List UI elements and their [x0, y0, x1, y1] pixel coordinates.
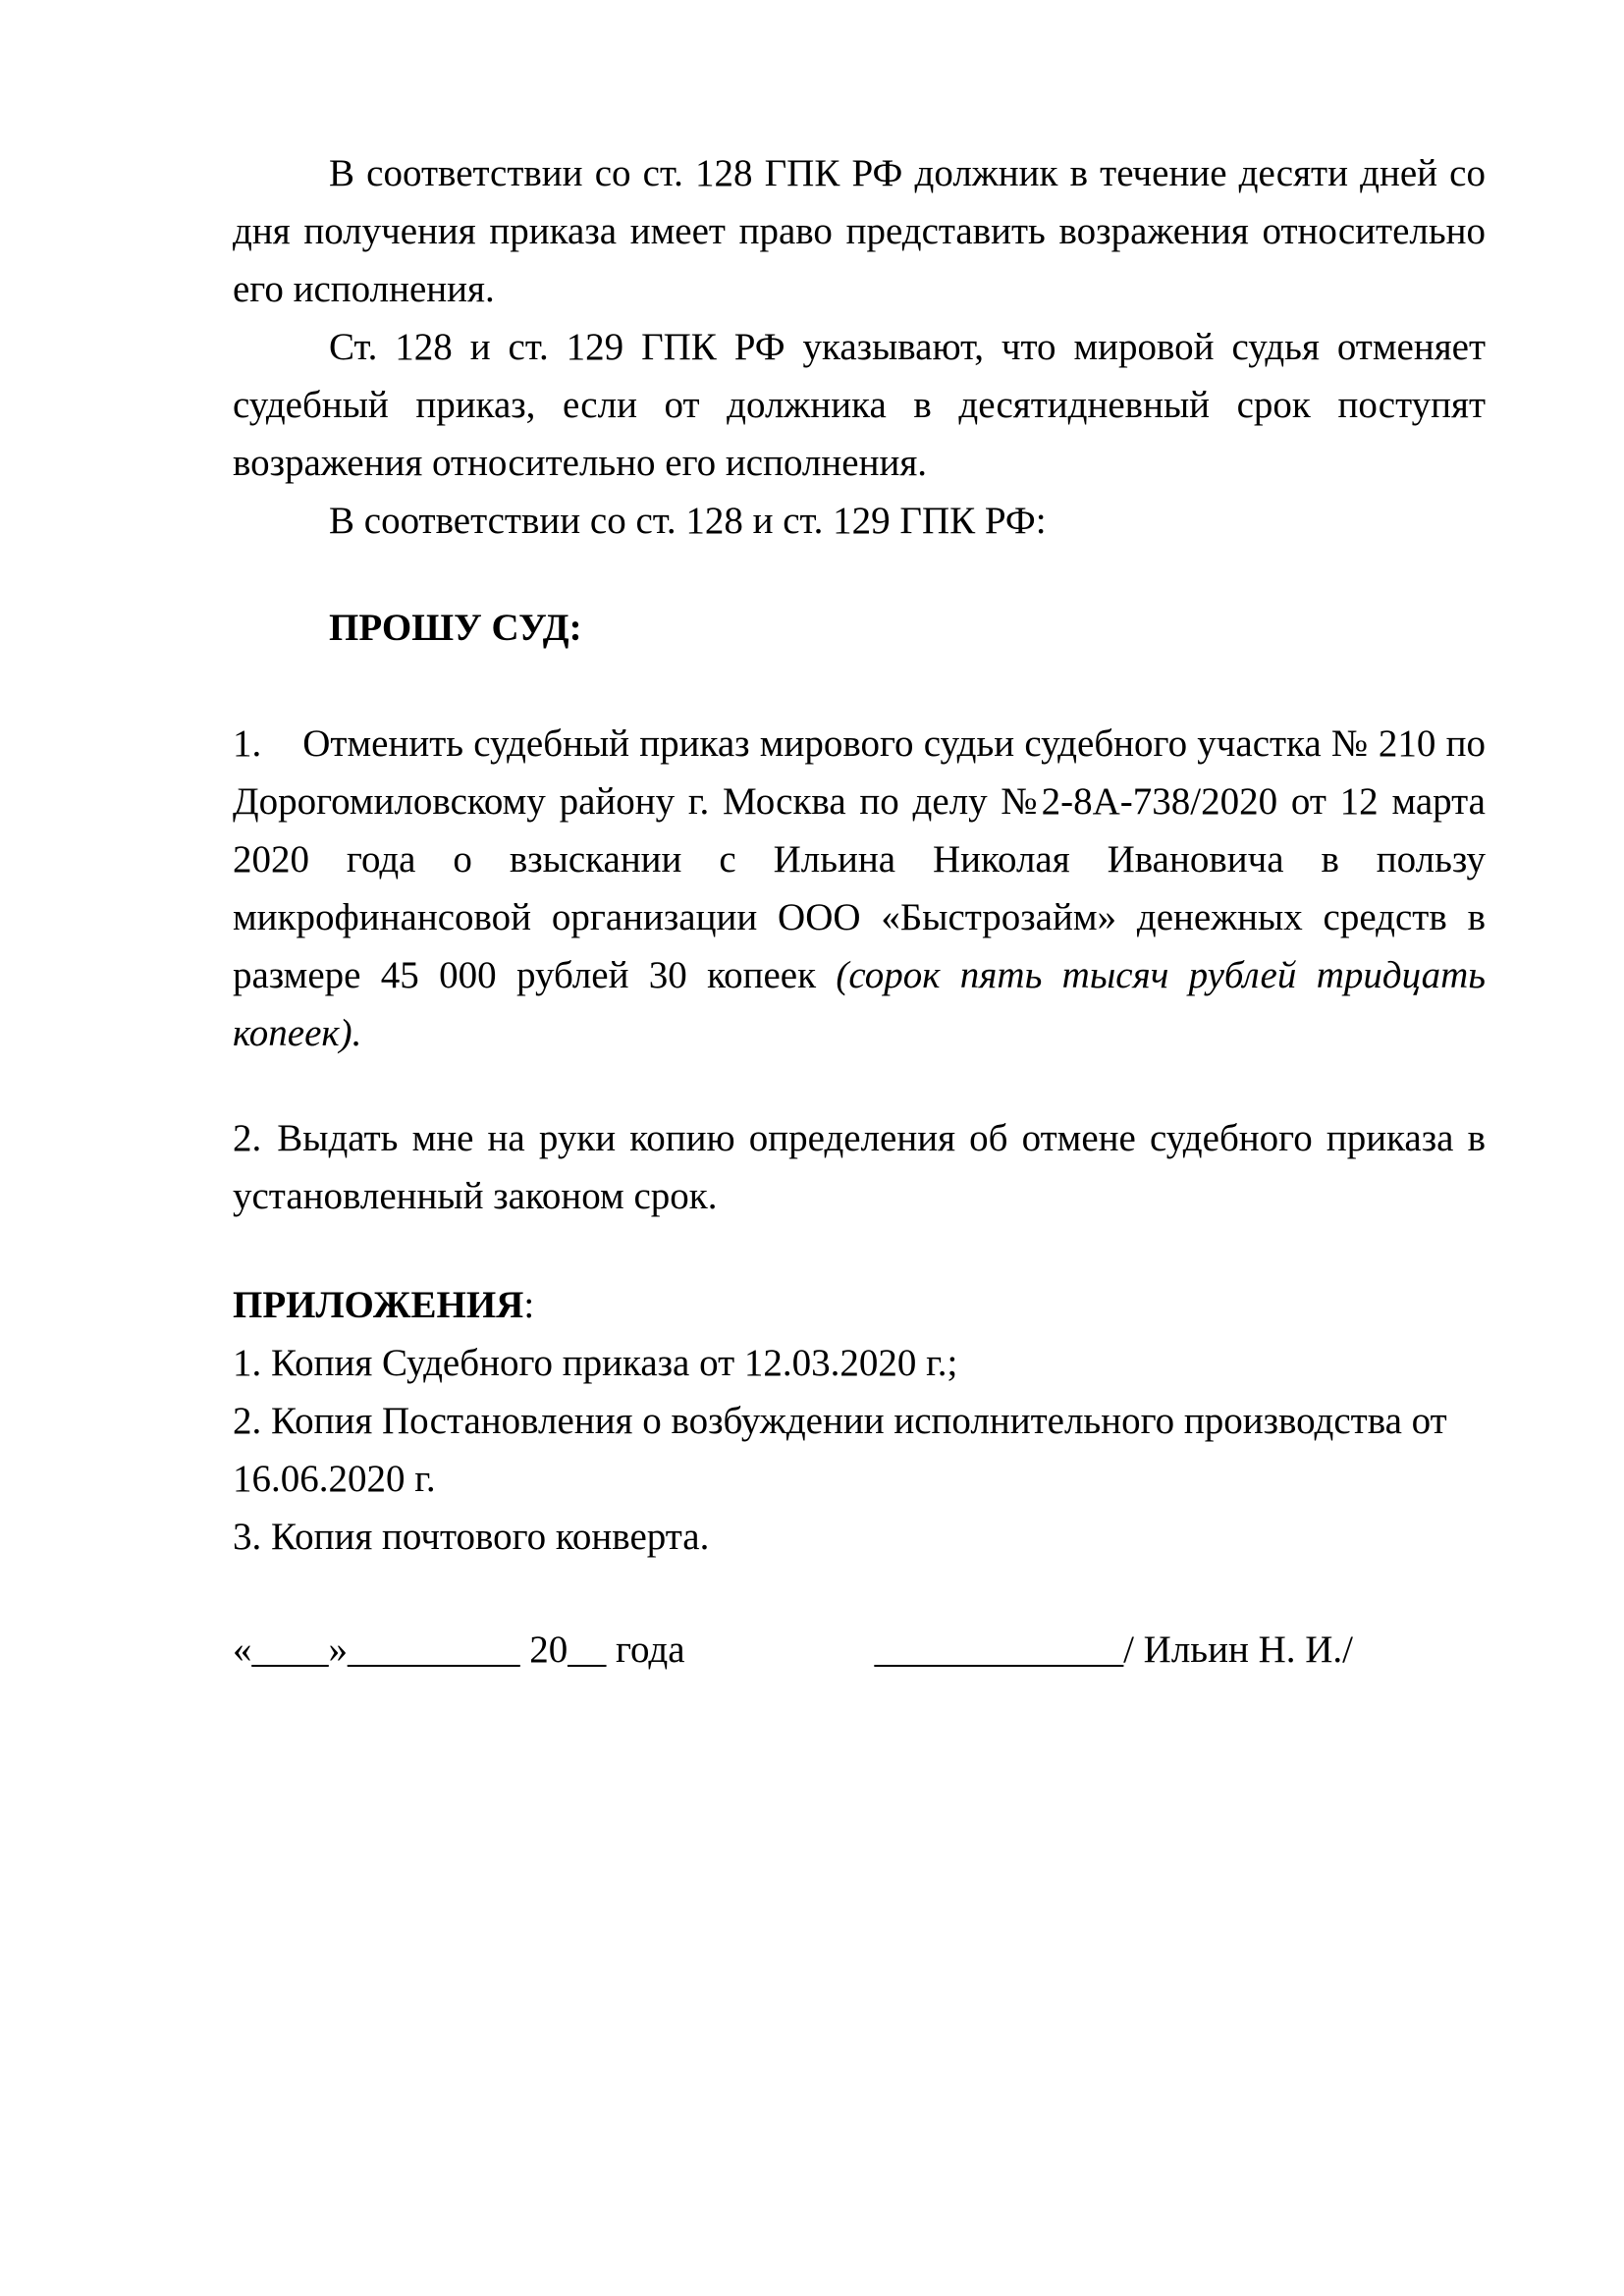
signature-date-line: «____»_________ 20__ года [233, 1629, 685, 1671]
request-heading: ПРОШУ СУД: [329, 607, 582, 649]
request-item-1 [233, 715, 1486, 1062]
signature-name-line: _____________/ Ильин Н. И./ [874, 1629, 1353, 1671]
attachments-heading [233, 1276, 1486, 1334]
request-item-1-number: 1. [233, 722, 262, 765]
attachments-heading-colon: : [523, 1284, 535, 1326]
attachment-item-3: 3. Копия почтового конверта. [233, 1516, 710, 1558]
signature-row [233, 1621, 1486, 1679]
attachment-item-2: 2. Копия Постановления о возбуждении исполнительного производства от 16.06.2020 г. [233, 1400, 1447, 1500]
attachment-item-1: 1. Копия Судебного приказа от 12.03.2020 г.; [233, 1342, 958, 1384]
attachments-heading-word: ПРИЛОЖЕНИЯ [233, 1284, 524, 1326]
intro-paragraph-3: В соответствии со ст. 128 и ст. 129 ГПК РФ: [329, 500, 1047, 542]
request-item-2-number: 2. [233, 1117, 262, 1159]
request-item-1-text: Отменить судебный приказ мирового судьи судебного участка № 210 по Дорогомиловскому району г. Москва по делу №2-8А-738/2020 от 12 марта 2020 года о взыскании с Ильина Николая Ивановича в пользу микрофинансовой организации ООО «Быстрозайм» денежных средств в размере 45 000 рублей 30 копеек [233, 722, 1486, 996]
intro-paragraph-1: В соответствии со ст. 128 ГПК РФ должник в течение десяти дней со дня получения приказа имеет право представить возражения относительно его исполнения. [233, 152, 1486, 310]
request-item-2 [233, 1109, 1486, 1225]
intro-paragraph-2: Ст. 128 и ст. 129 ГПК РФ указывают, что мировой судья отменяет судебный приказ, если от должника в десятидневный срок поступят возражения относительно его исполнения. [233, 326, 1486, 484]
request-item-2-text: Выдать мне на руки копию определения об отмене судебного приказа в установленный законом срок. [233, 1117, 1486, 1217]
request-item-1-amount-in-words: (сорок пять тысяч рублей тридцать копеек). [233, 954, 1486, 1054]
